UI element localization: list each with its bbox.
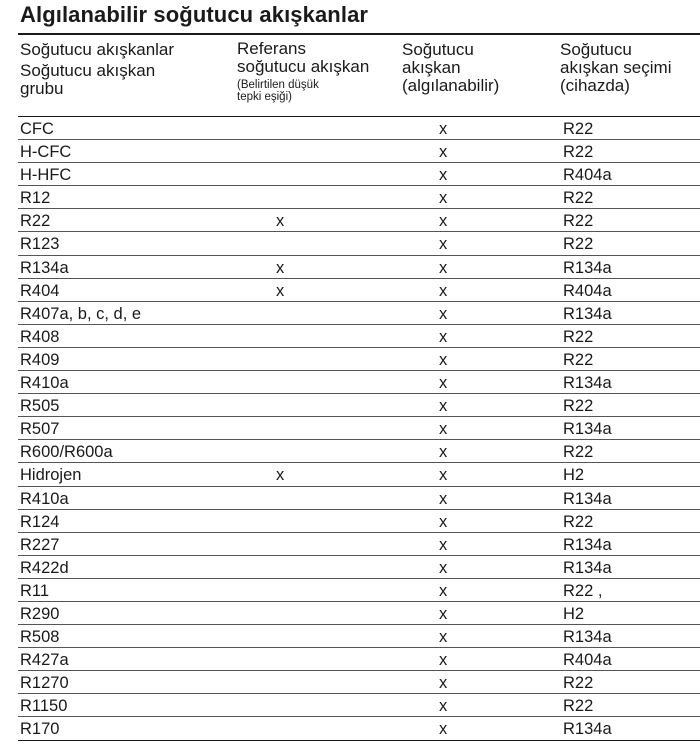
detectable-mark-cell: x — [439, 281, 448, 300]
selection-cell: R404a — [563, 166, 612, 185]
refrigerant-name-cell: R505 — [20, 397, 60, 416]
refrigerant-table — [18, 117, 700, 741]
detectable-mark-cell: x — [439, 143, 448, 162]
detectable-mark-cell: x — [439, 350, 448, 369]
table-row — [18, 232, 700, 255]
refrigerant-name-cell: R123 — [20, 235, 60, 254]
table-row — [18, 256, 700, 279]
header-col3-line2: akışkan — [402, 58, 461, 77]
refrigerant-name-cell: R227 — [20, 535, 60, 554]
selection-cell: R22 — [563, 443, 594, 462]
detectable-mark-cell: x — [439, 512, 448, 531]
detectable-mark-cell: x — [439, 258, 448, 277]
refrigerant-name-cell: R12 — [20, 189, 51, 208]
refrigerant-name-cell: R124 — [20, 512, 60, 531]
refrigerant-name-cell: R404 — [20, 281, 60, 300]
table-row — [18, 648, 700, 671]
detectable-mark-cell: x — [439, 189, 448, 208]
selection-cell: R22 — [563, 120, 594, 138]
header-col4-line2: akışkan seçimi — [560, 58, 672, 77]
detectable-mark-cell: x — [439, 166, 448, 185]
header-col2-line1: Referans — [237, 39, 306, 58]
table-row — [18, 140, 700, 163]
detectable-mark-cell: x — [439, 558, 448, 577]
detectable-mark-cell: x — [439, 581, 448, 600]
header-col3-line1: Soğutucu — [402, 40, 474, 59]
refrigerant-name-cell: R410a — [20, 489, 69, 508]
reference-mark-cell: x — [276, 212, 285, 231]
selection-cell: R22 — [563, 143, 594, 162]
reference-mark-cell: x — [276, 466, 285, 485]
detectable-mark-cell: x — [439, 235, 448, 254]
selection-cell: H2 — [563, 604, 585, 623]
table-row — [18, 694, 700, 717]
reference-mark-cell: x — [276, 281, 285, 300]
detectable-mark-cell: x — [439, 327, 448, 346]
selection-cell: R22 — [563, 212, 594, 231]
selection-cell: R134a — [563, 558, 612, 577]
header-col1-line1: Soğutucu akışkanlar — [20, 40, 175, 59]
selection-cell: R134a — [563, 304, 612, 323]
selection-cell: R134a — [563, 374, 612, 393]
table-row — [18, 186, 700, 209]
table-row — [18, 579, 700, 602]
refrigerant-name-cell: R507 — [20, 420, 60, 439]
page-title: Algılanabilir soğutucu akışkanlar — [20, 2, 369, 27]
refrigerant-name-cell: CFC — [20, 120, 54, 138]
selection-cell: R22 — [563, 674, 594, 693]
header-selection — [560, 41, 671, 95]
selection-cell: R134a — [563, 420, 612, 439]
selection-cell: R22 — [563, 189, 594, 208]
detectable-mark-cell: x — [439, 420, 448, 439]
detectable-mark-cell: x — [439, 674, 448, 693]
selection-cell: R22 — [563, 235, 594, 254]
detectable-mark-cell: x — [439, 535, 448, 554]
table-row — [18, 371, 700, 394]
detectable-mark-cell: x — [439, 374, 448, 393]
detectable-mark-cell: x — [439, 304, 448, 323]
selection-cell: R22 — [563, 350, 594, 369]
table-row — [18, 325, 700, 348]
table-row — [18, 510, 700, 533]
table-row — [18, 279, 700, 302]
selection-cell: R22 — [563, 397, 594, 416]
header-col2-note1: (Belirtilen düşük — [237, 79, 319, 91]
refrigerant-name-cell: H-HFC — [20, 166, 72, 185]
selection-cell: R22 — [563, 327, 594, 346]
selection-cell: H2 — [563, 466, 585, 485]
table-row — [18, 625, 700, 648]
header-refrigerants — [20, 41, 174, 98]
selection-cell: R134a — [563, 628, 612, 647]
table-row — [18, 163, 700, 186]
refrigerant-name-cell: R170 — [20, 720, 60, 739]
table-row — [18, 209, 700, 232]
selection-cell: R134a — [563, 535, 612, 554]
title-divider — [18, 33, 700, 35]
selection-cell: R134a — [563, 258, 612, 277]
table-row — [18, 302, 700, 325]
header-col1-line2: Soğutucu akışkan — [20, 61, 156, 80]
refrigerant-name-cell: R290 — [20, 604, 60, 623]
table-row — [18, 602, 700, 625]
refrigerant-name-cell: R422d — [20, 558, 69, 577]
refrigerant-name-cell: R1270 — [20, 674, 69, 693]
selection-cell: R22 — [563, 697, 594, 716]
detectable-mark-cell: x — [439, 120, 448, 138]
detectable-mark-cell: x — [439, 443, 448, 462]
refrigerant-name-cell: R427a — [20, 651, 69, 670]
selection-cell: R22 , — [563, 581, 603, 600]
detectable-mark-cell: x — [439, 720, 448, 739]
detectable-mark-cell: x — [439, 697, 448, 716]
table-row — [18, 394, 700, 417]
refrigerant-name-cell: H-CFC — [20, 143, 72, 162]
table-row — [18, 556, 700, 579]
table-row — [18, 463, 700, 486]
header-col2-note2: tepki eşiği) — [237, 91, 292, 103]
header-col2-line2: soğutucu akışkan — [237, 57, 370, 76]
refrigerant-name-cell: R407a, b, c, d, e — [20, 304, 142, 323]
table-row — [18, 117, 700, 140]
header-detectable — [402, 41, 499, 95]
header-col4-line3: (cihazda) — [560, 76, 630, 95]
table-row — [18, 440, 700, 463]
table-row — [18, 533, 700, 556]
table-row — [18, 348, 700, 371]
refrigerant-name-cell: R600/R600a — [20, 443, 113, 462]
table-row — [18, 417, 700, 440]
header-col4-line1: Soğutucu — [560, 40, 632, 59]
refrigerant-name-cell: R22 — [20, 212, 51, 231]
refrigerant-name-cell: R410a — [20, 374, 69, 393]
header-col3-line3: (algılanabilir) — [402, 76, 500, 95]
selection-cell: R404a — [563, 651, 612, 670]
reference-mark-cell: x — [276, 258, 285, 277]
refrigerant-name-cell: R134a — [20, 258, 69, 277]
refrigerant-name-cell: R1150 — [20, 697, 68, 716]
table-row — [18, 717, 700, 740]
detectable-mark-cell: x — [439, 212, 448, 231]
detectable-mark-cell: x — [439, 651, 448, 670]
refrigerant-name-cell: Hidrojen — [20, 466, 82, 485]
selection-cell: R134a — [563, 489, 612, 508]
refrigerant-name-cell: R508 — [20, 628, 60, 647]
refrigerant-name-cell: R409 — [20, 350, 60, 369]
header-reference — [237, 40, 369, 103]
table-row — [18, 671, 700, 694]
table-row — [18, 487, 700, 510]
refrigerant-name-cell: R408 — [20, 327, 60, 346]
selection-cell: R134a — [563, 720, 612, 739]
selection-cell: R22 — [563, 512, 594, 531]
refrigerant-name-cell: R11 — [20, 581, 50, 600]
detectable-mark-cell: x — [439, 628, 448, 647]
selection-cell: R404a — [563, 281, 612, 300]
detectable-mark-cell: x — [439, 604, 448, 623]
detectable-mark-cell: x — [439, 489, 448, 508]
detectable-mark-cell: x — [439, 466, 448, 485]
header-col1-line3: grubu — [20, 79, 64, 98]
detectable-mark-cell: x — [439, 397, 448, 416]
